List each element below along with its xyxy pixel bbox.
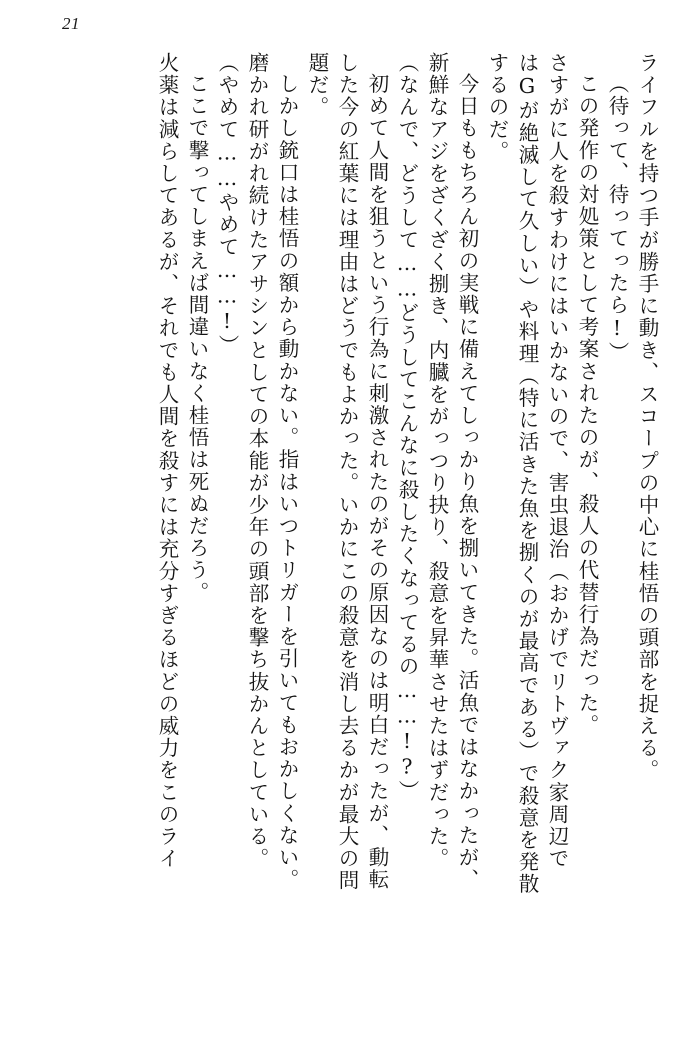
text-line: 題だ。 <box>305 52 329 119</box>
text-line: 新鮮なアジをざくざく捌き、内臓をがっつり抉り、殺意を昇華させたはずだった。 <box>425 52 449 870</box>
text-line: 火薬は減らしてあるが、それでも人間を殺すには充分すぎるほどの威力をこのライ <box>155 52 179 870</box>
vertical-text-block <box>26 52 657 1032</box>
text-line: ここで撃ってしまえば間違いなく桂悟は死ぬだろう。 <box>185 73 209 604</box>
text-line: ライフルを持つ手が勝手に動き、スコープの中心に桂悟の頭部を捉える。 <box>635 52 659 782</box>
text-line: した今の紅葉には理由はどうでもよかった。いかにこの殺意を消し去るかが最大の問 <box>335 52 359 892</box>
text-line: 磨かれ研がれ続けたアサシンとしての本能が少年の頭部を撃ち抜かんとしている。 <box>245 52 269 870</box>
page-number: 21 <box>62 14 80 33</box>
text-line: するのだ。 <box>485 52 509 163</box>
text-line: 初めて人間を狙うという行為に刺激されたのがその原因なのは明白だったが、動転 <box>365 73 389 891</box>
text-line: （なんで、どうして……どうしてこんなに殺したくなってるの……!?） <box>395 52 419 803</box>
text-line: 今日ももちろん初の実戦に備えてしっかり魚を捌いてきた。活魚ではなかったが、 <box>455 73 479 891</box>
text-line: この発作の対処策として考案されたのが、殺人の代替行為だった。 <box>575 73 599 736</box>
text-line: （やめて……やめて……!） <box>215 52 239 357</box>
text-line: さすがに人を殺すわけにはいかないので、害虫退治（おかげでリトヴァク家周辺で <box>545 52 569 870</box>
text-line: はGが絶滅して久しい）や料理（特に活きた魚を捌くのが最高である）で殺意を発散 <box>515 52 539 896</box>
text-line: （待って、待ってったら!） <box>605 73 629 364</box>
text-line: しかし銃口は桂悟の額から動かない。指はいつトリガーを引いてもおかしくない。 <box>275 73 299 891</box>
